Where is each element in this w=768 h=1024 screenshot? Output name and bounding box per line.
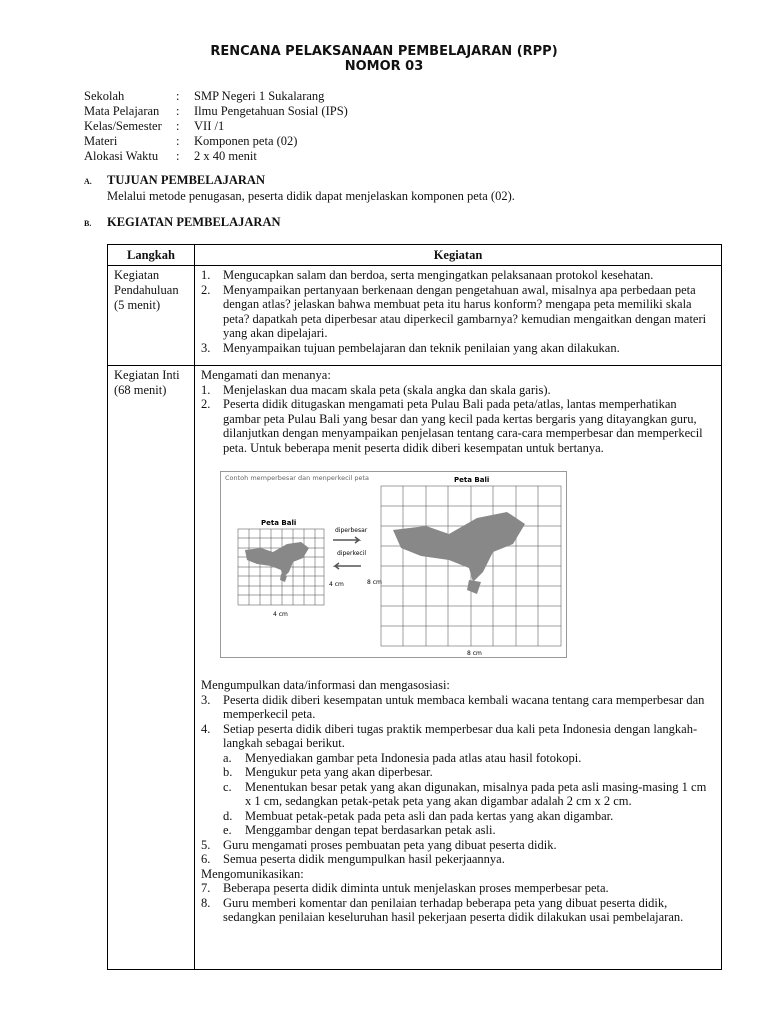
- step-label-line: (5 menit): [114, 298, 161, 312]
- meta-row: [84, 134, 348, 149]
- item-text: Guru mengamati proses pembuatan peta yang dibuat peserta didik.: [223, 837, 557, 852]
- meta-label: Materi: [84, 134, 118, 148]
- list-item: [201, 397, 713, 455]
- enlarge-arrow: [333, 537, 359, 543]
- small-map-title: Peta Bali: [261, 519, 297, 527]
- step-label-line: Kegiatan Inti: [114, 368, 180, 382]
- sub-letter: d.: [223, 808, 233, 823]
- sub-item: [201, 809, 713, 824]
- meta-row: [84, 149, 348, 164]
- list-item: [201, 852, 713, 867]
- list-item: [201, 896, 713, 925]
- document-title: [0, 44, 768, 74]
- sub-text: Menentukan besar petak yang akan digunakan, misalnya pada peta asli masing-masing 1 cm x 1 cm, sedangkan petak-petak peta yang akan digambar adalah 2 cm x 2 cm.: [245, 779, 707, 808]
- enlarge-label: diperbesar: [335, 527, 368, 534]
- sub-item: [201, 823, 713, 838]
- meta-value: Ilmu Pengetahuan Sosial (IPS): [194, 104, 348, 118]
- list-item: [201, 383, 713, 398]
- item-text: Beberapa peserta didik diminta untuk menjelaskan proses memperbesar peta.: [223, 881, 609, 895]
- large-width-label: 8 cm: [467, 650, 482, 657]
- bali-map-figure: [220, 471, 567, 658]
- item-text: Menyampaikan pertanyaan berkenaan dengan pengetahuan awal, misalnya apa perbedaan peta dengan atlas? jelaskan bahwa membuat peta itu harus konform? mengapa peta memiliki skala peta? dapatkah peta diperbesar atau diperkecil gambarnya? kemudian mengaitkan dengan materi yang akan dipelajari.: [223, 282, 707, 340]
- item-number: 2.: [201, 282, 211, 297]
- item-text: Mengucapkan salam dan berdoa, serta mengingatkan pelaksanaan protokol kesehatan.: [223, 268, 654, 282]
- subheading: Mengamati dan menanya:: [201, 368, 331, 382]
- section-tujuan: [84, 173, 515, 204]
- large-height-label: 8 cm: [367, 579, 382, 586]
- meta-row: [84, 89, 348, 104]
- section-body: Melalui metode penugasan, peserta didik dapat menjelaskan komponen peta (02).: [107, 189, 515, 203]
- item-text: Peserta didik ditugaskan mengamati peta Pulau Bali pada peta/atlas, lantas memperhatikan gambar peta Pulau Bali yang besar dan yang kecil pada kertas bergaris yang ditayangkan guru, dilanjutkan dengan menyampaikan penjelasan tentang cara-cara memperbesar dan memperkecil peta. Untuk beberapa menit peserta didik diberi kesempatan untuk bertanya.: [223, 397, 703, 455]
- meta-colon: :: [176, 89, 180, 103]
- meta-colon: :: [176, 104, 180, 118]
- sub-item: [201, 751, 713, 766]
- step-label: [108, 266, 195, 366]
- title-line-1: RENCANA PELAKSANAAN PEMBELAJARAN (RPP): [210, 44, 558, 59]
- item-number: 6.: [201, 852, 211, 866]
- identity-block: [84, 89, 348, 164]
- item-text: Semua peserta didik mengumpulkan hasil pekerjaannya.: [223, 852, 505, 866]
- sub-text: Menyediakan gambar peta Indonesia pada atlas atau hasil fotokopi.: [245, 750, 582, 765]
- meta-value: Komponen peta (02): [194, 134, 298, 148]
- item-number: 3.: [201, 692, 211, 707]
- list-item: [201, 693, 713, 722]
- item-number: 5.: [201, 837, 211, 852]
- meta-value: 2 x 40 menit: [194, 149, 257, 163]
- section-heading: TUJUAN PEMBELAJARAN: [107, 173, 265, 187]
- section-kegiatan: [84, 215, 281, 231]
- table-header-row: [108, 245, 722, 266]
- figure-caption: Contoh memperbesar dan menperkecil peta: [225, 474, 370, 482]
- item-number: 1.: [201, 382, 211, 397]
- meta-colon: :: [176, 119, 180, 133]
- meta-row: [84, 119, 348, 134]
- list-item: [201, 838, 713, 853]
- item-number: 8.: [201, 895, 211, 910]
- sub-letter: b.: [223, 765, 233, 779]
- meta-label: Sekolah: [84, 89, 125, 103]
- subheading: Mengumpulkan data/informasi dan mengasosiasi:: [201, 678, 450, 692]
- title-line-2: NOMOR 03: [344, 59, 424, 74]
- activity-table: [107, 244, 722, 970]
- list-item: [201, 881, 713, 896]
- item-text: Menjelaskan dua macam skala peta (skala angka dan skala garis).: [223, 382, 551, 397]
- shrink-label: diperkecil: [337, 550, 367, 557]
- step-label-line: (68 menit): [114, 383, 167, 397]
- step-label: [108, 366, 195, 970]
- item-number: 4.: [201, 721, 211, 736]
- step-activities: [195, 366, 722, 970]
- sub-letter: a.: [223, 750, 232, 765]
- table-row: [108, 266, 722, 366]
- sub-text: Menggambar dengan tepat berdasarkan petak asli.: [245, 823, 496, 837]
- meta-label: Alokasi Waktu: [84, 149, 159, 163]
- sub-item: [201, 780, 713, 809]
- item-text: Menyampaikan tujuan pembelajaran dan teknik penilaian yang akan dilakukan.: [223, 340, 620, 355]
- section-letter: A.: [84, 177, 92, 186]
- meta-label: Kelas/Semester: [84, 119, 162, 133]
- sub-letter: c.: [223, 779, 232, 794]
- bali-map-illustration: [221, 472, 566, 657]
- item-number: 2.: [201, 397, 211, 411]
- item-text: Setiap peserta didik diberi tugas praktik memperbesar dua kali peta Indonesia dengan langkah-langkah sebagai berikut.: [223, 721, 698, 750]
- meta-colon: :: [176, 149, 180, 163]
- subheading: Mengomunikasikan:: [201, 866, 304, 881]
- header-langkah: Langkah: [108, 245, 195, 266]
- list-item: [201, 283, 713, 341]
- step-label-line: Pendahuluan: [114, 283, 179, 297]
- table-row: [108, 366, 722, 970]
- header-kegiatan: Kegiatan: [195, 245, 722, 266]
- large-bali-shape: [393, 512, 525, 594]
- shrink-arrow: [335, 563, 361, 569]
- item-number: 1.: [201, 268, 211, 282]
- meta-value: SMP Negeri 1 Sukalarang: [194, 89, 325, 103]
- meta-label: Mata Pelajaran: [84, 104, 160, 118]
- item-text: Guru memberi komentar dan penilaian terhadap beberapa peta yang dibuat peserta didik, sedangkan penilaian keseluruhan hasil pekerjaan peserta didik dilakukan usai pembelajaran.: [223, 895, 684, 924]
- meta-row: [84, 104, 348, 119]
- section-letter: B.: [84, 219, 92, 228]
- step-activities: [195, 266, 722, 366]
- small-height-label: 4 cm: [329, 581, 344, 588]
- step-label-line: Kegiatan: [114, 268, 160, 282]
- item-number: 7.: [201, 881, 211, 895]
- item-text: Peserta didik diberi kesempatan untuk membaca kembali wacana tentang cara memperbesar dan memperkecil peta.: [223, 692, 705, 721]
- list-item: [201, 268, 713, 283]
- small-width-label: 4 cm: [273, 611, 288, 618]
- large-map-title: Peta Bali: [454, 476, 490, 484]
- meta-colon: :: [176, 134, 180, 148]
- sub-text: Mengukur peta yang akan diperbesar.: [245, 765, 433, 779]
- sub-text: Membuat petak-petak pada peta asli dan pada kertas yang akan digambar.: [245, 808, 614, 823]
- item-number: 3.: [201, 340, 211, 355]
- meta-value: VII /1: [194, 119, 225, 133]
- list-item: [201, 341, 713, 356]
- sub-letter: e.: [223, 823, 232, 837]
- list-item: [201, 722, 713, 751]
- section-heading: KEGIATAN PEMBELAJARAN: [107, 215, 281, 229]
- sub-item: [201, 765, 713, 780]
